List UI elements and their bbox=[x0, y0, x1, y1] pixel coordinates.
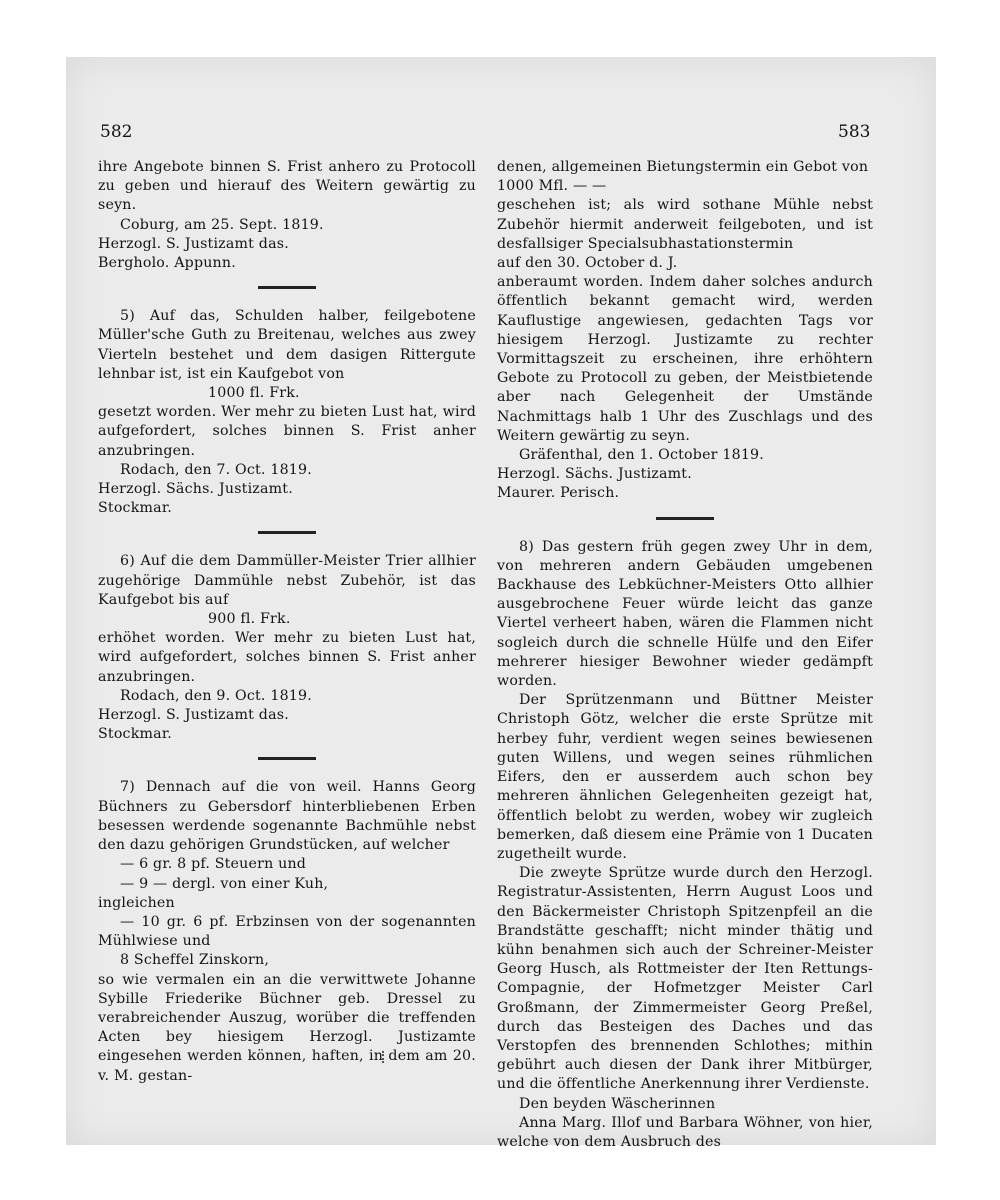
notice-7-term: auf den 30. October d. J. bbox=[497, 255, 678, 272]
notice-8-paragraph: Anna Marg. Illof und Barbara Wöhner, von hier, welche von dem Ausbruch des bbox=[497, 1114, 873, 1150]
right-column bbox=[497, 158, 873, 1152]
notice-7-continuation: so wie vermalen ein an die verwittwete Johanne Sybille Friederike Büchner geb. Dressel zu verabreichender Auszug, worüber die treffenden Acten bey hiesigem Herzogl. Justizamte eingesehen werden können, haften, in dem am 20. v. M. gestan- bbox=[98, 971, 476, 1084]
signatures: Maurer. Perisch. bbox=[497, 485, 620, 502]
notice-7-item: — 10 gr. 6 pf. Erbzinsen von der sogenannten Mühlwiese und bbox=[98, 913, 476, 950]
page-number-left: 582 bbox=[100, 122, 133, 142]
place-date: Rodach, den 9. Oct. 1819. bbox=[120, 687, 312, 704]
place-date: Gräfenthal, den 1. October 1819. bbox=[519, 447, 764, 464]
print-mark bbox=[382, 1051, 386, 1063]
notice-7-item: ingleichen bbox=[98, 894, 175, 911]
notice-7-cont-text: denen, allgemeinen Bietungstermin ein Gebot von bbox=[497, 159, 869, 175]
notice-8-paragraph: Der Sprützenmann und Büttner Meister Christoph Götz, welcher die erste Sprütze mit herbey fuhr, verdient wegen seines bewiesenen guten Willens, und wegen seines rühmlichen Eifers, den er ausserdem auch schon bey mehreren ähnlichen Gelegenheiten gezeigt hat, öffentlich belobt zu werden, wobey wir zugleich bemerken, daß diesem eine Prämie von 1 Ducaten zugetheilt wurde. bbox=[497, 692, 873, 862]
notice-7-cont-text: anberaumt worden. Indem daher solches andurch öffentlich bekannt gemacht wird, werden Kauflustige angewiesen, gedachten Tags vor hiesigem Herzogl. Justizamte zu rechter Vormittagszeit zu erscheinen, ihre erhöhtern Gebote zu Protocoll zu geben, der Meistbietende aber nach Gelegenheit der Umstände Nachmittags halb 1 Uhr des Zuschlags und des Weitern gewärtig zu seyn. bbox=[497, 274, 873, 444]
section-divider bbox=[258, 757, 316, 760]
notice-8-paragraph: Die zweyte Sprütze wurde durch den Herzogl. Registratur-Assistenten, Herrn August Loos und den Bäckermeister Christoph Spitzenpfeil an die Brandstätte geschafft; nicht minder thätig und kühn benahmen sich auch der Schreiner-Meister Georg Husch, als Rottmeister der Iten Rettungs-Compagnie, der Hofmetzger Meister Carl Großmann, der Zimmermeister Georg Preßel, durch das Besteigen des Daches und das Verstopfen des brennenden Schlothes; mithin gebührt auch diesen der Dank ihrer Mitbürger, und die öffentliche Anerkennung ihrer Verdienste. bbox=[497, 865, 873, 1093]
paragraph-offer-deadline: ihre Angebote binnen S. Frist anhero zu Protocoll zu geben und hierauf des Weitern gewärtig zu seyn. bbox=[98, 159, 476, 214]
signatures: Stockmar. bbox=[98, 500, 172, 517]
notice-5-continuation: gesetzt worden. Wer mehr zu bieten Lust hat, wird aufgefordert, solches binnen S. Frist anher anzubringen. bbox=[98, 404, 476, 459]
section-divider bbox=[656, 517, 714, 520]
place-date: Coburg, am 25. Sept. 1819. bbox=[120, 216, 324, 233]
notice-5-amount: 1000 fl. Frk. bbox=[208, 385, 300, 402]
place-date: Rodach, den 7. Oct. 1819. bbox=[120, 461, 312, 478]
notice-5-text: 5) Auf das, Schulden halber, feilgebotene Müller'sche Guth zu Breitenau, welches aus zwey Vierteln bestehet und dem dasigen Rittergute lehnbar ist, ist ein Kaufgebot von bbox=[98, 308, 476, 382]
authority-line: Herzogl. Sächs. Justizamt. bbox=[98, 481, 293, 498]
page-number-right: 583 bbox=[838, 122, 871, 142]
authority-line: Herzogl. S. Justizamt das. bbox=[98, 707, 289, 724]
notice-7-cont-text: geschehen ist; als wird sothane Mühle nebst Zubehör hiermit anderweit feilgeboten, und ist desfallsiger Specialsubhastationstermin bbox=[497, 197, 873, 252]
authority-line: Herzogl. Sächs. Justizamt. bbox=[497, 466, 692, 483]
authority-line: Herzogl. S. Justizamt das. bbox=[98, 235, 289, 252]
left-column bbox=[98, 158, 476, 1086]
notice-7-item: — 9 — dergl. von einer Kuh, bbox=[120, 875, 329, 892]
notice-6-continuation: erhöhet worden. Wer mehr zu bieten Lust hat, wird aufgefordert, solches binnen S. Frist anher anzubringen. bbox=[98, 630, 476, 685]
notice-6-amount: 900 fl. Frk. bbox=[208, 611, 291, 628]
notice-7-item: — 6 gr. 8 pf. Steuern und bbox=[120, 856, 307, 873]
notice-6-text: 6) Auf die dem Dammüller-Meister Trier allhier zugehörige Dammühle nebst Zubehör, ist das Kaufgebot bis auf bbox=[98, 553, 476, 608]
notice-7-amount: 1000 Mfl. — — bbox=[497, 178, 607, 195]
notice-7-text: 7) Dennach auf die von weil. Hanns Georg Büchners zu Gebersdorf hinterbliebenen Erben besessen werdende sogenannte Bachmühle nebst den dazu gehörigen Grundstücken, auf welcher bbox=[98, 779, 476, 854]
notice-8-paragraph: Den beyden Wäscherinnen bbox=[519, 1095, 716, 1112]
notice-8-text: 8) Das gestern früh gegen zwey Uhr in dem, von mehreren andern Gebäuden umgebenen Backhause des Lebküchner-Meisters Otto allhier ausgebrochene Feuer würde leicht das ganze Viertel verheert haben, wären die Flammen nicht sogleich durch die schnelle Hülfe und den Eifer mehrerer hiesiger Bewohner wieder gedämpft worden. bbox=[497, 538, 873, 690]
notice-7-item: 8 Scheffel Zinskorn, bbox=[120, 952, 270, 969]
signatures: Stockmar. bbox=[98, 726, 172, 743]
signatures: Bergholo. Appunn. bbox=[98, 255, 236, 272]
section-divider bbox=[258, 286, 316, 289]
section-divider bbox=[258, 531, 316, 534]
